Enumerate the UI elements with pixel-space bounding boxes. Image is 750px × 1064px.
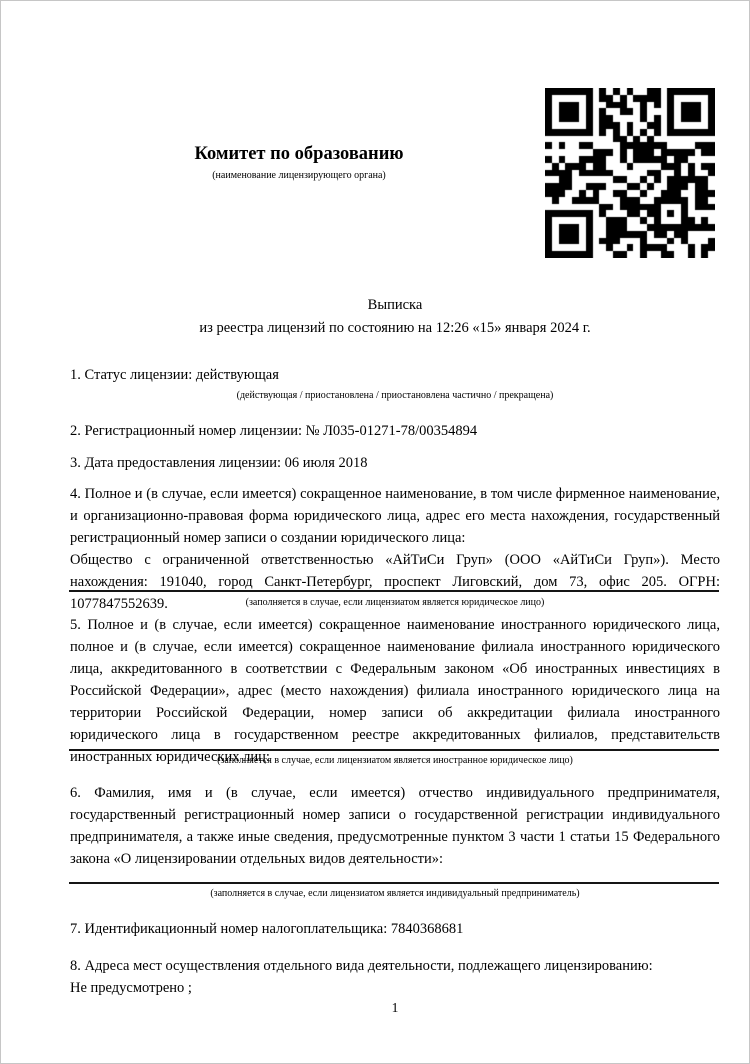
item-1-license-status: 1. Статус лицензии: действующая: [70, 367, 279, 383]
item-8-label: 8. Адреса мест осуществления отдельного вида деятельности, подлежащего лицензированию:: [70, 958, 653, 974]
document-title-line1: Выписка: [367, 297, 423, 313]
item-3-grant-date: 3. Дата предоставления лицензии: 06 июля 2018: [70, 455, 368, 471]
item-5-fill-line: [69, 749, 719, 751]
item-2-registration-number: 2. Регистрационный номер лицензии: № Л035-01271-78/00354894: [70, 423, 478, 439]
document-title-line2: из реестра лицензий по состоянию на 12:26 «15» января 2024 г.: [199, 319, 591, 336]
item-7-taxpayer-id: 7. Идентификационный номер налогоплательщика: 7840368681: [70, 921, 464, 937]
page-number: 1: [391, 1000, 399, 1015]
item-8-value: Не предусмотрено ;: [70, 980, 192, 996]
item-6-caption: (заполняется в случае, если лицензиатом является индивидуальный предприниматель): [210, 888, 580, 899]
item-4-fill-line: [69, 590, 719, 592]
item-8-activity-addresses: [70, 955, 720, 999]
item-5-foreign-entity: 5. Полное и (в случае, если имеется) сокращенное наименование иностранного юридического лица, полное и (в случае, если имеется) сокращенное наименование филиала иностранного юридического лица, аккредитованного в соответствии с Федеральным законом «Об иностранных инвестициях в Российской Федерации», адрес (место нахождения) филиала иностранного юридического лица на территории Российской Федерации, номер записи об аккредитации филиала иностранного юридического лица в государственном реестре аккредитованных филиалов, представительств иностранных юридических лиц:: [70, 617, 720, 765]
item-4-caption: (заполняется в случае, если лицензиатом является юридическое лицо): [245, 597, 545, 608]
item-5-caption: (заполняется в случае, если лицензиатом является иностранное юридическое лицо): [217, 755, 573, 766]
qr-code: [545, 88, 715, 258]
item-1-caption: (действующая / приостановлена / приостановлена частично / прекращена): [236, 390, 554, 401]
item-4-value: Общество с ограниченной ответственностью «АйТиСи Груп» (ООО «АйТиСи Груп»). Место нахождения: 191040, город Санкт-Петербург, проспект Лиговский, дом 73, офис 205. ОГРН: 1077847552639.: [70, 552, 720, 612]
document-title: [70, 294, 720, 339]
licensing-authority-name: Комитет по образованию: [194, 144, 404, 164]
item-6-fill-line: [69, 882, 719, 884]
item-6-individual-entrepreneur: 6. Фамилия, имя и (в случае, если имеется) отчество индивидуального предпринимателя, государственный регистрационный номер записи о государственной регистрации индивидуального предпринимателя, а также иные сведения, предусмотренные пунктом 3 части 1 статьи 15 Федерального закона «О лицензировании отдельных видов деятельности»:: [70, 785, 720, 867]
licensing-authority-caption: (наименование лицензирующего органа): [212, 170, 386, 181]
item-4-label: 4. Полное и (в случае, если имеется) сокращенное наименование, в том числе фирменное наименование, и организационно-правовая форма юридического лица, адрес его места нахождения, государственный регистрационный номер записи о создании юридического лица:: [70, 486, 720, 546]
